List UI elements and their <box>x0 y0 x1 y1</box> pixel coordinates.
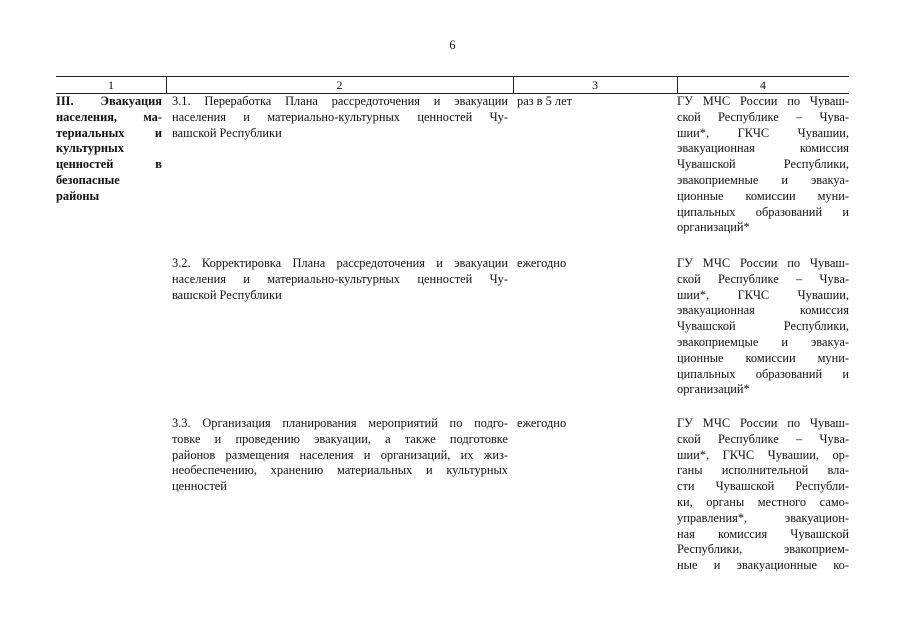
task-line: товке и проведению эвакуации, а также подготовке <box>172 431 508 446</box>
responsible-line: эвакоприемцые и эвакуа- <box>677 334 849 349</box>
page-number: 6 <box>449 38 456 52</box>
task-line: вашской Республики <box>172 287 282 302</box>
header-col-3: 3 <box>592 78 598 92</box>
task-line: районов размещения населения и организаций, их жиз- <box>172 447 508 462</box>
header-col-2: 2 <box>336 78 343 92</box>
section-title-line: ценностей в <box>56 157 162 172</box>
task-cell <box>172 416 508 495</box>
responsible-line: эвакуационная комиссия <box>677 303 849 318</box>
measures-table <box>56 76 849 573</box>
period-cell: ежегодно <box>517 256 567 270</box>
column-divider <box>513 77 514 93</box>
responsible-line: ской Республике – Чува- <box>677 271 849 286</box>
responsible-line: шии*, ГКЧС Чувашии, ор- <box>677 447 849 462</box>
responsible-line: ганы исполнительной вла- <box>677 463 849 478</box>
responsible-line: сти Чувашской Республи- <box>677 479 849 494</box>
responsible-line: ГУ МЧС России по Чуваш- <box>677 94 849 108</box>
task-line: населения и материально-культурных ценностей Чу- <box>172 109 508 124</box>
section-title <box>56 94 162 205</box>
responsible-line: шии*, ГКЧС Чувашии, <box>677 125 849 140</box>
responsible-cell <box>677 416 849 574</box>
section-title-line: населения, ма- <box>56 109 162 124</box>
column-divider <box>166 77 167 93</box>
responsible-line: ципальных образований и <box>677 366 849 381</box>
task-line: 3.3. Организация планирования мероприятий по подго- <box>172 416 508 430</box>
task-cell <box>172 256 508 303</box>
responsible-line: организаций* <box>677 382 750 397</box>
responsible-line: организаций* <box>677 220 750 235</box>
task-line: ценностей <box>172 479 227 494</box>
section-title-line: безопасные <box>56 172 120 187</box>
responsible-line: ная комиссия Чувашской <box>677 526 849 541</box>
header-col-4: 4 <box>760 78 766 92</box>
header-col-1: 1 <box>108 78 114 92</box>
responsible-line: управления*, эвакуацион- <box>677 510 849 525</box>
period-cell: ежегодно <box>517 416 567 430</box>
column-divider <box>677 77 678 93</box>
period-cell: раз в 5 лет <box>517 94 573 108</box>
responsible-line: ской Республике – Чува- <box>677 109 849 124</box>
task-line: населения и материально-культурных ценностей Чу- <box>172 271 508 286</box>
section-title-line: териальных и <box>56 125 162 140</box>
section-title-line: районы <box>56 188 100 203</box>
responsible-line: шии*, ГКЧС Чувашии, <box>677 287 849 302</box>
responsible-line: эвакоприемные и эвакуа- <box>677 172 849 187</box>
responsible-line: ки, органы местного само- <box>677 494 849 509</box>
responsible-line: ные и эвакуационные ко- <box>677 558 849 573</box>
responsible-line: Чувашской Республики, <box>677 157 849 172</box>
task-line: 3.2. Корректировка Плана рассредоточения и эвакуации <box>172 256 508 270</box>
responsible-line: эвакуационная комиссия <box>677 141 849 156</box>
responsible-line: ГУ МЧС России по Чуваш- <box>677 256 849 270</box>
task-line: необеспечению, хранению материальных и культурных <box>172 463 508 478</box>
responsible-line: ционные комиссии муни- <box>677 188 849 203</box>
responsible-cell <box>677 94 849 236</box>
responsible-cell <box>677 256 849 398</box>
task-line: 3.1. Переработка Плана рассредоточения и эвакуации <box>172 94 508 108</box>
responsible-line: ской Республике – Чува- <box>677 431 849 446</box>
responsible-line: ципальных образований и <box>677 204 849 219</box>
responsible-line: ционные комиссии муни- <box>677 350 849 365</box>
table-header-row <box>56 76 849 94</box>
responsible-line: Республики, эвакоприем- <box>677 542 849 557</box>
task-cell <box>172 94 508 141</box>
section-title-line: культурных <box>56 141 124 156</box>
responsible-line: Чувашской Республики, <box>677 319 849 334</box>
task-line: вашской Республики <box>172 125 282 140</box>
section-title-line: III. Эвакуация <box>56 94 162 108</box>
responsible-line: ГУ МЧС России по Чуваш- <box>677 416 849 430</box>
